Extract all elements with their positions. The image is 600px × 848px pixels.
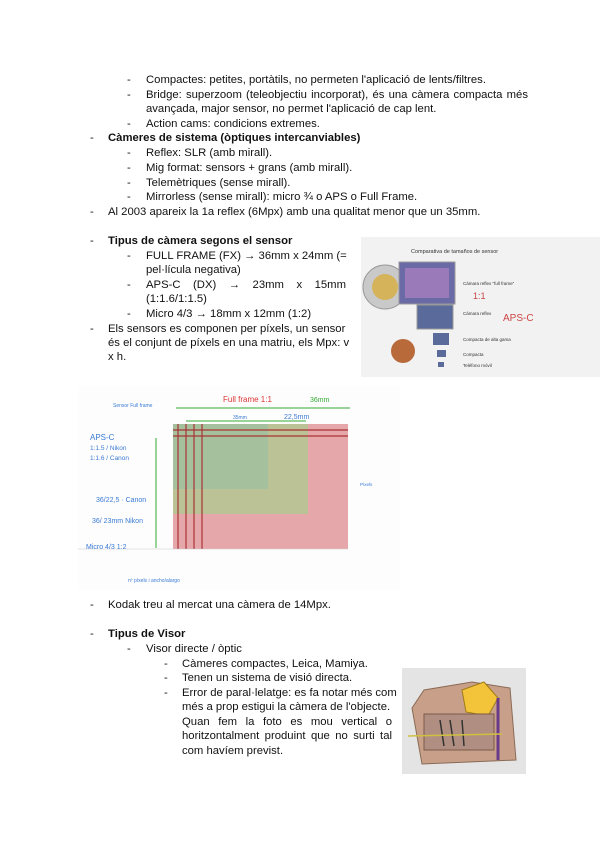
sensor-overlay-figure <box>78 386 400 590</box>
kodak-text: Kodak treu al mercat una càmera de 14Mpx. <box>108 599 331 611</box>
fig2-micro: Micro 4/3 1:2 <box>86 544 127 551</box>
compact-sensor-rect <box>433 333 449 345</box>
sensor-overlay-graphic <box>78 386 400 590</box>
list-item-compactes: Compactes: petites, portàtils, no permeten l'aplicació de lents/filtres. <box>146 74 486 86</box>
visor-heading: Tipus de Visor <box>108 628 186 640</box>
fig1-ratio: 1:1 <box>473 291 486 301</box>
cent-coin-icon <box>391 339 415 363</box>
list-item-mig-format: Mig format: sensors + grans (amb mirall). <box>146 162 353 174</box>
fig1-title: Comparativa de tamaños de sensor <box>411 249 499 255</box>
list-item-telemetriques: Telemètriques (sense mirall). <box>146 177 291 189</box>
dash-bullet: - <box>90 599 94 611</box>
fig1-compact-label: Compacta de alta gama <box>463 337 511 342</box>
dash-bullet: - <box>127 191 131 203</box>
visor-error-line1: Error de paral·lelatge: es fa notar més com <box>182 687 397 699</box>
lens-box <box>424 714 494 750</box>
dash-bullet: - <box>90 628 94 640</box>
pixels-text-line2: és el conjunt de píxels en una matriu, els Mpx: v <box>108 337 350 349</box>
fig2-canon16: 1:1.6 / Canon <box>90 455 130 462</box>
sensor-comparison-figure <box>361 237 600 377</box>
visor-error-line2: més a prop estigui la càmera de l'objecte. <box>182 701 391 713</box>
compact2-sensor-rect <box>437 350 446 357</box>
dash-bullet: - <box>90 132 94 144</box>
fig2-sensor-ff: Sensor Full frame <box>113 403 153 409</box>
dash-bullet: - <box>164 658 168 670</box>
list-item-bridge-line2: avançada, major sensor, no permet l'aplicació de cap lent. <box>146 103 437 115</box>
dash-bullet: - <box>90 323 94 335</box>
dash-bullet: - <box>127 308 131 320</box>
fig2-225mm: 22,5mm <box>284 414 310 421</box>
sensor-comparison-graphic <box>361 237 600 377</box>
dash-bullet: - <box>127 162 131 174</box>
fig2-nikon15: 1:1.5 / Nikon <box>90 445 127 452</box>
fig2-canon-dim: 36/22,5 · Canon <box>96 497 147 504</box>
list-item-apsc-line1: APS-C (DX) → 23mm x 15mm <box>146 279 346 291</box>
list-item-bridge-line1: Bridge: superzoom (teleobjectiu incorporat), és una càmera compacta més <box>146 89 528 101</box>
reflex-2003-text: Al 2003 apareix la 1a reflex (6Mpx) amb una qualitat menor que un 35mm. <box>108 206 481 218</box>
fig1-full-label: Cámara reflex "full frame" <box>463 281 515 286</box>
visor-error-line4: horitzontalment produint que no surti tal <box>182 730 392 742</box>
list-item-full-frame-line2: pel·lícula negativa) <box>146 264 241 276</box>
dash-bullet: - <box>127 74 131 86</box>
visor-error-line5: com havíem previst. <box>182 745 284 757</box>
fig1-apsc-small: Cámara reflex <box>463 311 492 316</box>
viewfinder-camera-figure <box>402 668 526 774</box>
phone-sensor-rect <box>438 362 444 367</box>
dash-bullet: - <box>164 672 168 684</box>
dash-bullet: - <box>164 687 168 699</box>
dash-bullet: - <box>127 643 131 655</box>
fig1-compact2-label: Compacta <box>463 352 484 357</box>
pixels-text-line3: x h. <box>108 351 127 363</box>
fig2-apsc: APS-C <box>90 433 115 442</box>
visor-item-compact: Càmeres compactes, Leica, Mamiya. <box>182 658 368 670</box>
dash-bullet: - <box>90 206 94 218</box>
visor-direct-item: Visor directe / òptic <box>146 643 242 655</box>
list-item-reflex: Reflex: SLR (amb mirall). <box>146 147 273 159</box>
fig2-36mm: 36mm <box>310 397 330 404</box>
full-frame-sensor-inner <box>405 268 449 298</box>
dash-bullet: - <box>127 118 131 130</box>
list-item-action-cams: Action cams: condicions extremes. <box>146 118 320 130</box>
visor-error-line3: Quan fem la foto es mou vertical o <box>182 716 392 728</box>
dash-bullet: - <box>127 250 131 262</box>
dash-bullet: - <box>127 89 131 101</box>
fig2-pixels: Píxels <box>360 482 373 487</box>
dash-bullet: - <box>127 147 131 159</box>
fig2-footer: nº píxels i ancho/alargo <box>128 578 180 584</box>
list-item-apsc-line2: (1:1.6/1:1.5) <box>146 293 207 305</box>
list-item-micro43: Micro 4/3 → 18mm x 12mm (1:2) <box>146 308 312 320</box>
pixels-text-line1: Els sensors es componen per píxels, un sensor <box>108 323 346 335</box>
dash-bullet: - <box>127 279 131 291</box>
dash-bullet: - <box>90 235 94 247</box>
fig2-full-frame: Full frame 1:1 <box>223 395 272 404</box>
list-item-mirrorless: Mirrorless (sense mirall): micro ¾ o APS o Full Frame. <box>146 191 418 203</box>
micro43-area <box>173 424 268 489</box>
euro-coin-center-icon <box>372 274 398 300</box>
dash-bullet: - <box>127 177 131 189</box>
fig2-nikon-dim: 36/ 23mm Nikon <box>92 518 143 525</box>
fig1-apsc-big: APS-C <box>503 313 534 324</box>
fig1-phone-label: Teléfono móvil <box>463 363 492 368</box>
apsc-sensor-rect <box>417 305 453 329</box>
viewfinder-camera-graphic <box>402 668 526 774</box>
list-item-full-frame-line1: FULL FRAME (FX) → 36mm x 24mm (= <box>146 250 347 262</box>
fig2-35mm: 35mm <box>233 415 247 421</box>
sensor-heading: Tipus de càmera segons el sensor <box>108 235 293 247</box>
visor-item-system: Tenen un sistema de visió directa. <box>182 672 353 684</box>
system-heading: Càmeres de sistema (òptiques intercanviables) <box>108 132 361 144</box>
